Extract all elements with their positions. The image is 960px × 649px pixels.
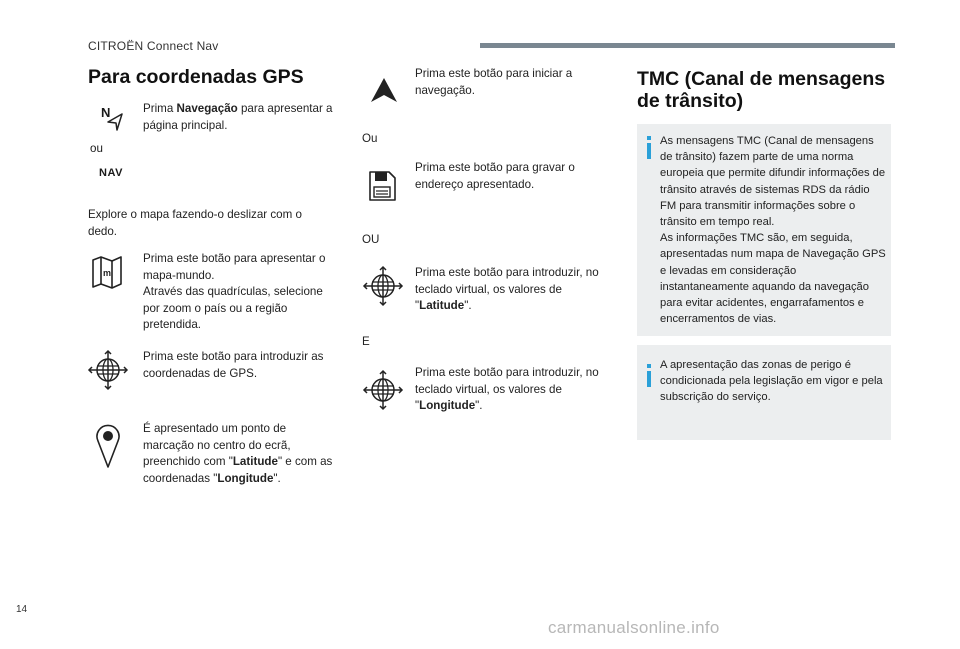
step-navigation-text: Prima Navegação para apresentar a página principal. xyxy=(143,102,333,132)
and-label: E xyxy=(362,335,370,348)
or-label-1: Ou xyxy=(362,132,378,145)
watermark-text: carmanualsonline.info xyxy=(548,618,720,637)
section-heading-gps-coordinates: Para coordenadas GPS xyxy=(88,66,304,88)
nav-button-label: NAV xyxy=(99,167,123,179)
north-label: N xyxy=(101,105,111,120)
document-header-title: CITROËN Connect Nav xyxy=(88,39,219,53)
globe-coordinates-text: Prima este botão para introduzir as coordenadas de GPS. xyxy=(143,350,324,380)
map-pin-text: É apresentado um ponto de marcação no centro do ecrã, preenchido com "Latitude" e com as coordenadas "Longitude". xyxy=(143,422,333,485)
or-label: ou xyxy=(90,142,103,155)
page-number: 14 xyxy=(16,604,28,615)
navigation-arrow-icon xyxy=(106,112,124,132)
info-icon xyxy=(647,143,651,159)
world-map-icon xyxy=(90,254,124,290)
save-address-icon xyxy=(367,170,397,202)
start-navigation-text: Prima este botão para iniciar a navegação. xyxy=(415,67,573,97)
globe-latitude-icon xyxy=(362,265,404,307)
longitude-input-text: Prima este botão para introduzir, no teclado virtual, os valores de "Longitude". xyxy=(415,366,599,413)
header-divider-bar xyxy=(480,43,895,48)
or-label-2: OU xyxy=(362,233,380,246)
info-box-tmc xyxy=(637,124,891,336)
explore-map-text: Explore o mapa fazendo-o deslizar com o dedo. xyxy=(88,208,302,238)
latitude-input-text: Prima este botão para introduzir, no teclado virtual, os valores de "Latitude". xyxy=(415,266,599,313)
info-icon xyxy=(647,371,651,387)
map-pin-icon xyxy=(95,423,121,469)
start-navigation-icon xyxy=(369,76,399,104)
svg-text:m: m xyxy=(103,268,112,278)
globe-longitude-icon xyxy=(362,369,404,411)
info-box-danger-zones xyxy=(637,345,891,440)
info-tmc-text: As mensagens TMC (Canal de mensagens de trânsito) fazem parte de uma norma europeia que permite difundir informações de trânsito através de sistemas RDS da rádio FM para transmitir informações sobre o trânsito em tempo real. As informações TMC são, em seguida, apresentadas num mapa de Navegação GPS e levadas em consideração instantaneamente aquando da navegação para evitar acidentes, engarrafamentos e encerramentos de vias. xyxy=(660,135,886,326)
save-address-text: Prima este botão para gravar o endereço apresentado. xyxy=(415,161,575,191)
globe-coordinates-icon xyxy=(87,349,129,391)
world-map-text: Prima este botão para apresentar o mapa-mundo. Através das quadrículas, selecione por zoom o país ou a região pretendida. xyxy=(143,252,326,332)
info-danger-zones-text: A apresentação das zonas de perigo é condicionada pela legislação em vigor e pela subscrição do serviço. xyxy=(660,359,883,404)
section-heading-tmc: TMC (Canal de mensagens de trânsito) xyxy=(637,68,886,112)
